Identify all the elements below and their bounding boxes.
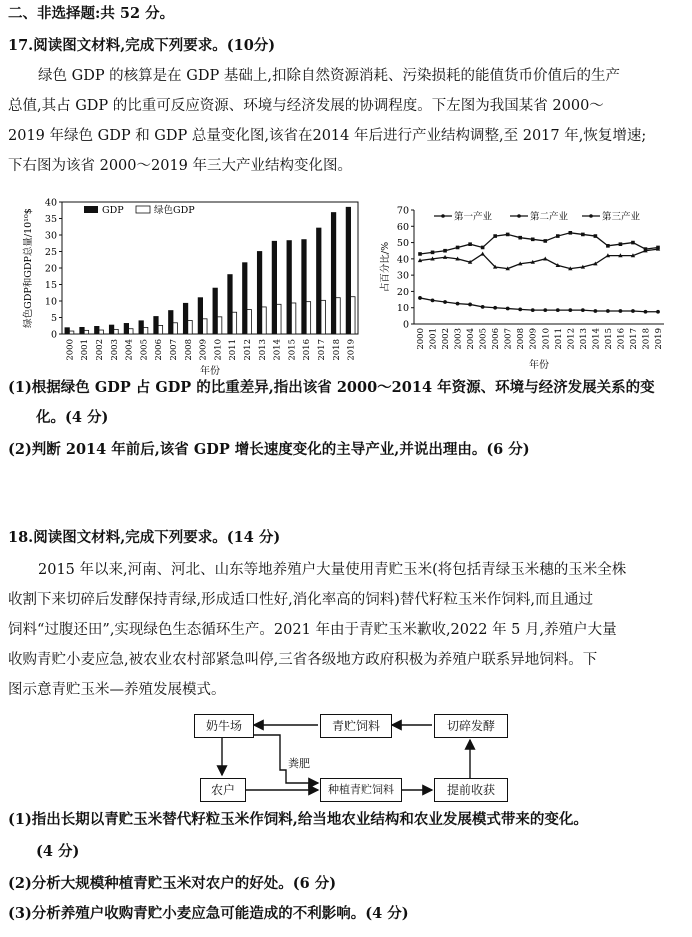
q18-q2: (2)分析大规模种植青贮玉米对农户的好处。(6 分) bbox=[8, 875, 337, 892]
q17-para-line: 2019 年绿色 GDP 和 GDP 总量变化图,该省在2014 年后进行产业结构调整,至 2017 年,恢复增速; bbox=[8, 128, 647, 144]
x-tick-label: 2013 bbox=[257, 339, 268, 361]
q18-para-line: 2015 年以来,河南、河北、山东等地养殖户大量使用青贮玉米(将包括青绿玉米穗的玉米全株 bbox=[38, 562, 627, 578]
x-tick-label: 2015 bbox=[287, 339, 298, 361]
x-tick-label: 2004 bbox=[124, 339, 135, 361]
q17-q1-line: 化。(4 分) bbox=[36, 409, 109, 426]
y-tick-label: 20 bbox=[396, 286, 409, 298]
x-tick-label: 2006 bbox=[154, 339, 165, 361]
x-tick-label: 2016 bbox=[302, 339, 313, 361]
x-tick-label: 2002 bbox=[441, 328, 452, 350]
node-silage-feed: 青贮饲料 bbox=[320, 714, 392, 738]
node-dairy-farm: 奶牛场 bbox=[194, 714, 254, 738]
section-title: 二、非选择题:共 52 分。 bbox=[8, 5, 175, 22]
x-axis-label: 年份 bbox=[200, 366, 220, 376]
x-tick-label: 2007 bbox=[503, 328, 514, 350]
x-tick-label: 2011 bbox=[228, 339, 239, 361]
legend-label: 第二产业 bbox=[530, 211, 569, 223]
q17-para-line: 下右图为该省 2000～2019 年三大产业结构变化图。 bbox=[8, 158, 353, 174]
x-tick-label: 2018 bbox=[331, 339, 342, 361]
y-tick-label: 50 bbox=[396, 238, 409, 250]
x-axis-label: 年份 bbox=[529, 360, 549, 371]
x-tick-label: 2007 bbox=[169, 339, 179, 361]
x-tick-label: 2013 bbox=[578, 328, 589, 350]
x-tick-label: 2019 bbox=[346, 339, 357, 361]
x-tick-label: 2001 bbox=[428, 328, 439, 350]
y-tick-label: 30 bbox=[396, 270, 409, 282]
q18-para-line: 收购青贮小麦应急,被农业农村部紧急叫停,三省各级地方政府积极为养殖户联系异地饲料。下 bbox=[8, 652, 598, 668]
y-axis-label: 占百分比/% bbox=[380, 241, 391, 293]
x-tick-label: 2014 bbox=[591, 328, 602, 350]
q17-para-line: 总值,其占 GDP 的比重可反应资源、环境与经济发展的协调程度。下左图为我国某省 2000～ bbox=[8, 98, 604, 114]
x-tick-label: 2004 bbox=[466, 328, 477, 350]
node-plant-silage: 种植青贮饲料 bbox=[320, 778, 402, 802]
y-tick-label: 25 bbox=[44, 247, 57, 258]
edge-label-manure: 粪肥 bbox=[288, 757, 310, 770]
y-tick-label: 35 bbox=[44, 214, 57, 225]
legend-label: 第三产业 bbox=[602, 211, 641, 223]
q17-q1-line: (1)根据绿色 GDP 占 GDP 的比重差异,指出该省 2000～2014 年资源、环境与经济发展关系的变 bbox=[8, 379, 655, 396]
x-tick-label: 2012 bbox=[243, 339, 253, 361]
x-tick-label: 2008 bbox=[183, 339, 194, 361]
q18-para-line: 收割下来切碎后发酵保持青绿,形成适口性好,消化率高的饲料)替代籽粒玉米作饲料,而且通过 bbox=[8, 592, 593, 608]
y-tick-label: 10 bbox=[396, 303, 409, 315]
x-tick-label: 2002 bbox=[95, 339, 105, 361]
x-tick-label: 2000 bbox=[65, 339, 76, 361]
y-tick-label: 40 bbox=[44, 197, 57, 209]
node-early-harvest: 提前收获 bbox=[434, 778, 508, 802]
x-tick-label: 2010 bbox=[541, 328, 552, 350]
y-tick-label: 60 bbox=[396, 221, 409, 233]
y-tick-label: 30 bbox=[44, 230, 57, 242]
node-farmer: 农户 bbox=[200, 778, 246, 802]
y-tick-label: 20 bbox=[44, 263, 57, 275]
q18-q1-line: (4 分) bbox=[36, 843, 80, 860]
y-tick-label: 5 bbox=[50, 313, 57, 324]
x-tick-label: 2005 bbox=[478, 328, 489, 350]
legend-label-green-gdp: 绿色GDP bbox=[154, 205, 195, 216]
x-tick-label: 2018 bbox=[641, 328, 652, 350]
y-tick-label: 70 bbox=[396, 205, 409, 217]
x-tick-label: 2011 bbox=[553, 328, 564, 350]
y-tick-label: 0 bbox=[402, 319, 409, 331]
x-tick-label: 2009 bbox=[528, 328, 539, 350]
y-axis-label: 绿色GDP和GDP总量/10¹⁰$ bbox=[23, 208, 34, 328]
y-tick-label: 40 bbox=[396, 254, 409, 266]
node-chop-ferment: 切碎发酵 bbox=[434, 714, 508, 738]
legend-label-gdp: GDP bbox=[102, 205, 124, 216]
x-tick-label: 2005 bbox=[139, 339, 150, 361]
x-tick-label: 2017 bbox=[628, 328, 639, 350]
q18-para-line: 图示意青贮玉米—养殖发展模式。 bbox=[8, 682, 226, 698]
x-tick-label: 2010 bbox=[213, 339, 224, 361]
x-tick-label: 2008 bbox=[516, 328, 527, 350]
q17-q2: (2)判断 2014 年前后,该省 GDP 增长速度变化的主导产业,并说出理由。(6 分) bbox=[8, 441, 530, 458]
x-tick-label: 2006 bbox=[491, 328, 502, 350]
legend-label: 第一产业 bbox=[454, 211, 493, 223]
q18-q3: (3)分析养殖户收购青贮小麦应急可能造成的不利影响。(4 分) bbox=[8, 905, 409, 922]
q17-header: 17.阅读图文材料,完成下列要求。(10分) bbox=[8, 37, 276, 54]
y-tick-label: 10 bbox=[44, 296, 57, 308]
x-tick-label: 2014 bbox=[272, 339, 283, 361]
x-tick-label: 2017 bbox=[317, 339, 327, 361]
x-tick-label: 2012 bbox=[566, 328, 577, 350]
x-tick-label: 2000 bbox=[416, 328, 426, 350]
x-tick-label: 2003 bbox=[109, 339, 120, 361]
y-tick-label: 0 bbox=[50, 329, 57, 341]
q18-header: 18.阅读图文材料,完成下列要求。(14 分) bbox=[8, 529, 281, 546]
q18-q1-line: (1)指出长期以青贮玉米替代籽粒玉米作饲料,给当地农业结构和农业发展模式带来的变化。 bbox=[8, 811, 588, 828]
q18-para-line: 饲料“过腹还田”,实现绿色生态循环生产。2021 年由于青贮玉米歉收,2022 年 5 月,养殖户大量 bbox=[8, 622, 617, 638]
x-tick-label: 2016 bbox=[616, 328, 627, 350]
y-tick-label: 15 bbox=[44, 280, 57, 291]
x-tick-label: 2003 bbox=[453, 328, 464, 350]
x-tick-label: 2001 bbox=[80, 339, 91, 361]
x-tick-label: 2015 bbox=[603, 328, 614, 350]
x-tick-label: 2009 bbox=[198, 339, 209, 361]
q17-para-line: 绿色 GDP 的核算是在 GDP 基础上,扣除自然资源消耗、污染损耗的能值货币价值后的生产 bbox=[38, 68, 620, 84]
x-tick-label: 2019 bbox=[654, 328, 664, 350]
